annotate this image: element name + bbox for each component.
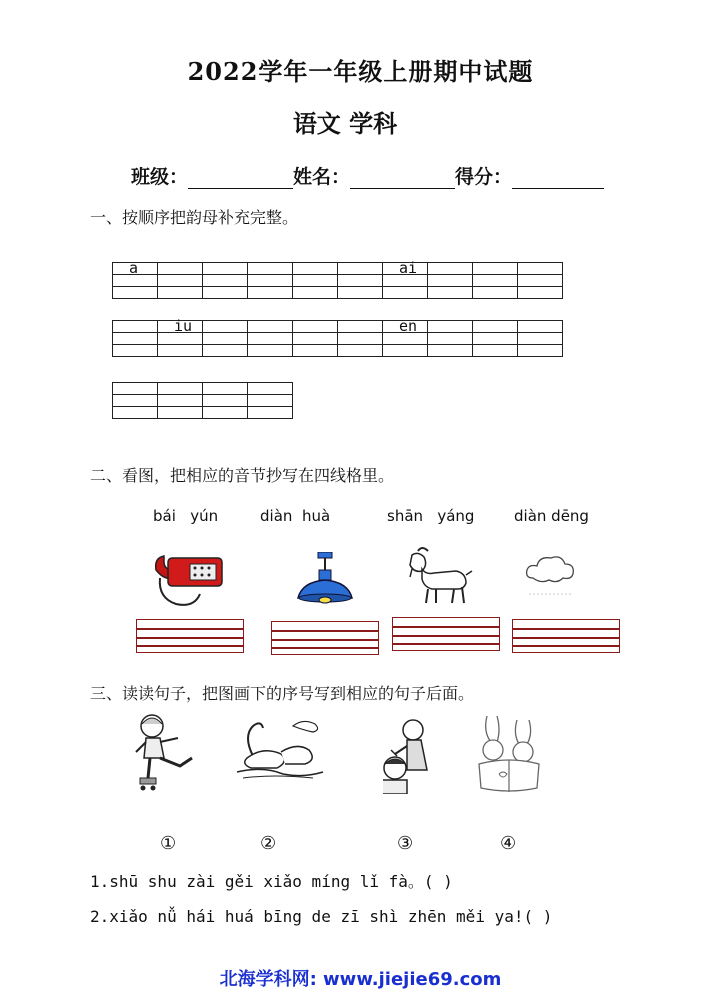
- cloud-icon: [523, 550, 579, 596]
- grid-cell[interactable]: [473, 321, 518, 333]
- section1-heading: 一、按顺序把韵母补充完整。: [90, 208, 299, 227]
- swans-icon: [233, 716, 325, 782]
- class-field[interactable]: [188, 168, 293, 189]
- grid-cell: iu: [158, 321, 203, 333]
- grid-cell[interactable]: [113, 383, 158, 395]
- grid-cell[interactable]: [248, 263, 293, 275]
- grid-cell[interactable]: [158, 263, 203, 275]
- grid-cell[interactable]: [248, 321, 293, 333]
- syllable-1: bái yún: [153, 507, 219, 525]
- sentence-1: 1.shū shu zài gěi xiǎo míng lǐ fà。( ): [90, 872, 453, 891]
- name-label: 姓名：: [293, 166, 351, 188]
- haircut-icon: [377, 716, 443, 794]
- vowel-grid-3: [112, 382, 293, 419]
- grid-cell[interactable]: [338, 263, 383, 275]
- grid-cell[interactable]: [113, 321, 158, 333]
- page-title: 2022学年一年级上册期中试题: [187, 57, 534, 86]
- subject-title: 语文 学科: [292, 109, 398, 138]
- rabbits-reading-icon: [473, 712, 545, 796]
- goat-icon: [404, 545, 474, 607]
- vowel-grid-1: [112, 259, 563, 299]
- picture-number: ④: [500, 833, 517, 854]
- footer-watermark: 北海学科网: www.jiejie69.com: [219, 969, 502, 990]
- section3-heading: 三、读读句子，把图画下的序号写到相应的句子后面。: [90, 684, 475, 703]
- grid-cell[interactable]: [293, 321, 338, 333]
- grid-cell: en: [383, 321, 428, 333]
- grid-cell[interactable]: [428, 321, 473, 333]
- syllable-3: shān yáng: [387, 507, 475, 525]
- grid-cell[interactable]: [203, 263, 248, 275]
- grid-cell: a: [113, 263, 158, 275]
- section2-heading: 二、看图，把相应的音节抄写在四线格里。: [90, 466, 395, 485]
- class-label: 班级：: [131, 166, 189, 188]
- sentence-2: 2.xiǎo nǚ hái huá bīng de zī shì zhēn měi ya!( ): [90, 907, 553, 926]
- student-info: [131, 162, 604, 189]
- name-field[interactable]: [350, 168, 455, 189]
- picture-number: ①: [160, 833, 177, 854]
- score-label: 得分：: [455, 166, 513, 188]
- four-line-grid[interactable]: [136, 619, 244, 653]
- grid-cell[interactable]: [338, 321, 383, 333]
- four-line-grid[interactable]: [392, 617, 500, 651]
- lamp-icon: [294, 552, 356, 604]
- grid-cell[interactable]: [158, 383, 203, 395]
- grid-cell[interactable]: [293, 263, 338, 275]
- score-field[interactable]: [512, 168, 604, 189]
- grid-cell[interactable]: [428, 263, 473, 275]
- picture-number: ③: [397, 833, 414, 854]
- four-line-grid[interactable]: [512, 619, 620, 653]
- telephone-icon: [150, 548, 226, 610]
- grid-cell[interactable]: [203, 383, 248, 395]
- grid-cell: ai: [383, 263, 428, 275]
- picture-number: ②: [260, 833, 277, 854]
- vowel-grid-2: [112, 317, 563, 357]
- four-line-grid[interactable]: [271, 621, 379, 655]
- syllable-2: diàn huà: [260, 507, 331, 525]
- skater-icon: [130, 712, 200, 794]
- grid-cell[interactable]: [518, 263, 563, 275]
- grid-cell[interactable]: [473, 263, 518, 275]
- grid-cell[interactable]: [203, 321, 248, 333]
- syllable-4: diàn dēng: [514, 507, 589, 525]
- grid-cell[interactable]: [248, 383, 293, 395]
- grid-cell[interactable]: [518, 321, 563, 333]
